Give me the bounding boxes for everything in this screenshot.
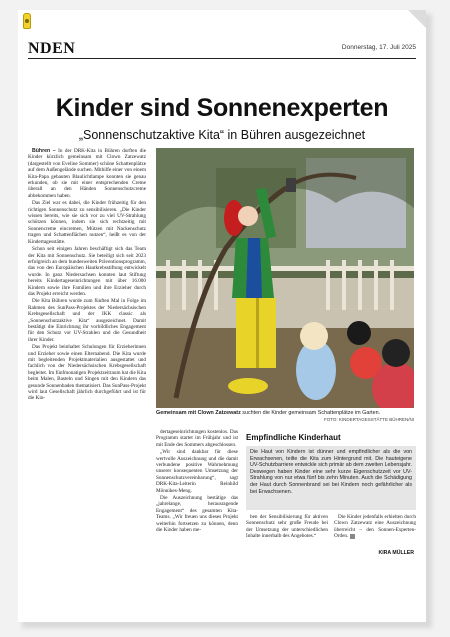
paragraph-text: Schon seit einigen Jahren beschäftigt sich das Team der Kita mit Sonnenschutz. Sie beteiligt sich seit 2023 erfolgreich an dem bundesweiten Präventionsprogramm, das von den Europäischen Hautkrebsstiftung entwickelt wurde. In ganz Niedersachsen konnten laut Stiftung bereits Kindertageseinrichtungen mit über 16.000 Kindern sowie ihre Familien und ihre Erzieher durch das Projekt erreicht werden. xyxy=(28,246,146,297)
article-column-left xyxy=(28,148,146,510)
paragraph xyxy=(28,200,146,245)
paragraph: Die Auszeichnung bestätige das „jahrelange, herausragende Engagement“ des gesamten Kita-Teams. „Wir freuen uns dieses Projekt weiterhin fortsetzen zu können, denn die Kinder haben me- xyxy=(156,495,238,534)
caption-bold: Gemeinsam mit Clown Zatzewatz xyxy=(156,410,241,416)
author-byline: KIRA MÜLLER xyxy=(378,550,414,556)
paragraph xyxy=(28,298,146,343)
subheadline: „Sonnenschutzaktive Kita“ in Bühren ausgezeichnet xyxy=(78,128,366,142)
paragraph xyxy=(28,344,146,402)
newspaper-page xyxy=(18,10,426,622)
paragraph-text: Die Kita Bühren wurde zum fünften Mal in Folge im Rahmen des SunPass-Projektes der Niedersächsischen Krebsgesellschaft und der IKK classic als „Sonnenschutzaktive Kita“ ausgezeichnet. Damit bestätigt die Einrichtung ihr vorbildliches Engagement für den Schutz vor UV-Strahlen und die Gesundheit ihrer Kinder. xyxy=(28,298,146,343)
headline: Kinder sind Sonnenexperten xyxy=(55,94,389,122)
paragraph: dertageseinrichtungen kostenlos. Das Programm startet im Frühjahr und ist mit Ende des Sommers abgeschlossen. xyxy=(156,429,238,448)
article-column-bottom-left xyxy=(246,514,328,552)
paragraph-text: Das Projekt beinhaltet Schulungen für Erzieherinnen und Erzieher sowie einen Elternabend. Die Kita wurde mit begleitenden Projektmaterialien ausgestattet und fachlich von der Niedersächsischen Krebsgesellschaft begleitet. Im fünfmonatigen Projektzeitraum hat die Kita beim Malen, Basteln und Singen mit den Kindern das gesunde Sonnenbaden thematisiert. Das SunPass-Projekt wird laut Gesellschaft jährlich durchgeführt und ist für die Kin- xyxy=(28,344,146,402)
article-photo xyxy=(156,148,414,408)
pin-icon xyxy=(23,13,31,29)
info-box-heading: Empfindliche Kinderhaut xyxy=(246,433,341,442)
article-column-middle xyxy=(156,429,238,571)
paragraph xyxy=(334,514,416,540)
end-mark-icon xyxy=(350,534,355,539)
article-column-bottom-right xyxy=(334,514,416,552)
paragraph-text: In der DRK-Kita in Bühren durften die Kinder kürzlich gemeinsam mit Clown Zatzewatz (dargestellt von Eveline Sommer) schöne Schattenplätze auf dem Außengelände suchen. Mithilfe einer von einem Kita-Papa gebauten Blaulichtlampe konnten sie genau erkunden, ob sie mit einer entsprechenden Creme überall an den Händen Sonnenschutzcreme abbekommen haben. xyxy=(28,148,146,199)
dateline: Donnerstag, 17. Juli 2025 xyxy=(341,44,416,51)
paragraph: „Wir sind dankbar für diese wertvolle Auszeichnung und die damit verbundene positive Wahrnehmung unserer konsequenten Umsetzung der Sonnenschutzvereinbarung“, sagt DRK-Kita-Leiterin Reinhild Mönnikes-Meng. xyxy=(156,449,238,494)
paragraph xyxy=(28,148,146,199)
photo-credit: FOTO: KINDERTAGESSTÄTTE BÜHREN/NI xyxy=(323,417,414,422)
dateline-lead: Bühren – xyxy=(32,148,56,154)
photo-caption xyxy=(156,410,414,417)
paragraph-text: Die Kinder jedenfalls erhielten durch Clown Zatzewatz eine Auszeichnung überreicht – den Sonnen-Experten-Orden. xyxy=(334,514,416,540)
paragraph xyxy=(28,246,146,297)
paragraph: ben der Sensibilisierung für aktiven Sonnenschutz sehr große Freude bei der Umsetzung der unterschiedlichen Inhalte innerhalb des Angebotes.“ xyxy=(246,514,328,540)
section-name: NDEN xyxy=(28,40,76,57)
page-fold xyxy=(408,10,426,28)
photo-illustration xyxy=(156,148,414,408)
page-header xyxy=(28,40,416,59)
caption-text: suchten die Kinder gemeinsam Schattenplätze im Garten. xyxy=(240,410,381,416)
info-box: Die Haut von Kindern ist dünner und empfindlicher als die von Erwachsenen, teilte die Kita zum Hintergrund mit. Die hauteigene UV-Schutzbarriere entwickle sich primär ab dem zweiten Lebensjahr. Deswegen haben Kinder eine sehr kurze Eigenschutzzeit vor UV-Strahlung von nur etwa fünf bis zehn Minuten. Auch die Schädigung der Haut durch Sonnenbrand sei bei Kindern noch gefährlicher als bei Erwachsenen. xyxy=(246,446,416,510)
paragraph-text: Das Ziel war es dabei, die Kinder frühzeitig für den richtigen Sonnenschutz zu sensibilisieren. „Die Kinder wissen bereits, wie sie sich vor zu viel UV-Strahlung schützen können, indem sie sich rechtzeitig mit Sonnencreme eincremen, Mützen mit Nackenschutz tragen und Schattenflächen nutzen“, heißt es von der Kindertagesstätte. xyxy=(28,200,146,245)
